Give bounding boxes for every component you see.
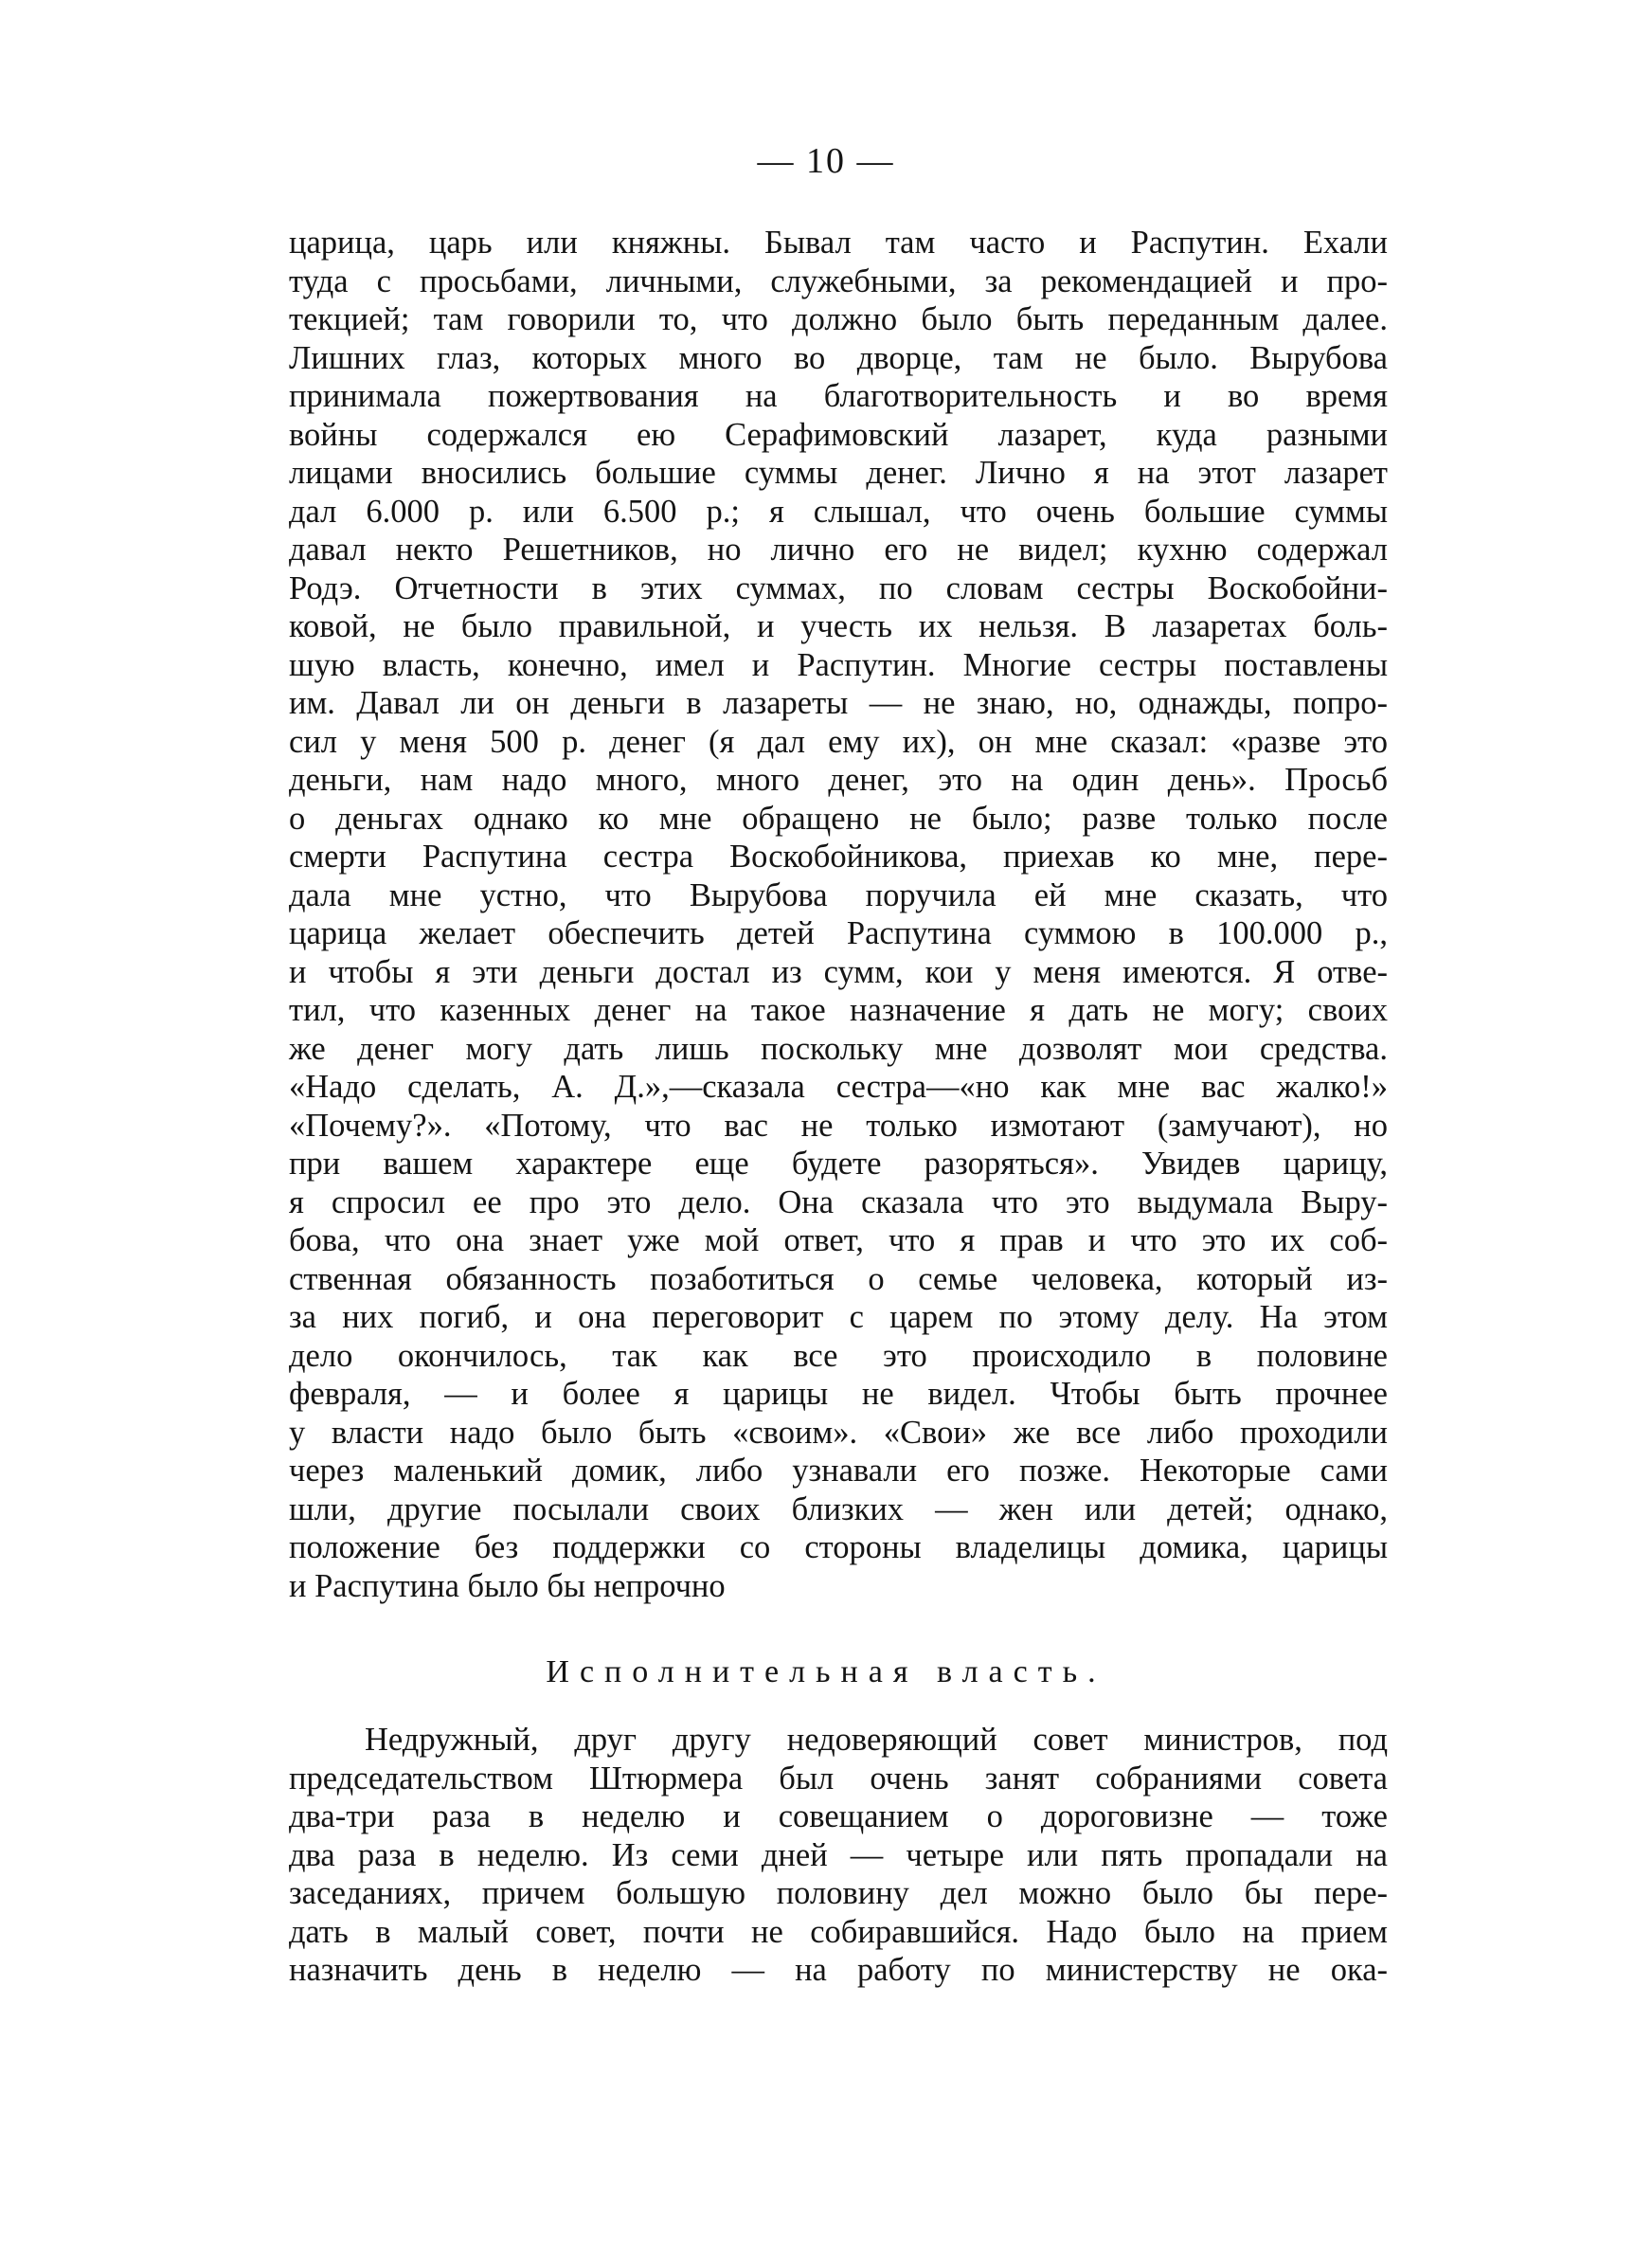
- text-line: ственная обязанность позаботиться о семье человека, который из-: [289, 1260, 1388, 1297]
- text-line: дал 6.000 р. или 6.500 р.; я слышал, что очень большие суммы: [289, 493, 1388, 530]
- text-line: при вашем характере еще будете разоряться». Увидев царицу,: [289, 1146, 1388, 1182]
- text-line: Лишних глаз, которых много во дворце, там не было. Вырубова: [289, 339, 1388, 376]
- page-number: — 10 —: [757, 141, 895, 181]
- text-line: тил, что казенных денег на такое назначение я дать не могу; своих: [289, 992, 1388, 1028]
- text-line: дать в малый совет, почти не собиравшийся. Надо было на прием: [289, 1913, 1388, 1950]
- text-line: принимала пожертвования на благотворительность и во время: [289, 378, 1388, 414]
- text-line: деньги, нам надо много, много денег, это на один день». Просьб: [289, 762, 1388, 798]
- text-line: смерти Распутина сестра Воскобойникова, приехав ко мне, пере-: [289, 839, 1388, 875]
- text-line: о деньгах однако ко мне обращено не было; разве только после: [289, 800, 1388, 837]
- text-line: давал некто Решетников, но лично его не видел; кухню содержал: [289, 532, 1388, 568]
- text-line: и Распутина было бы непрочно: [289, 1567, 726, 1604]
- text-line: сил у меня 500 р. денег (я дал ему их), он мне сказал: «разве это: [289, 723, 1388, 760]
- text-line: туда с просьбами, личными, служебными, за рекомендацией и про-: [289, 262, 1388, 299]
- text-line: я спросил ее про это дело. Она сказала что это выдумала Выру-: [289, 1183, 1388, 1220]
- paragraph-1: [289, 224, 1388, 1605]
- text-line: им. Давал ли он деньги в лазареты — не знаю, но, однажды, попро-: [289, 685, 1388, 721]
- text-line: два-три раза в неделю и совещанием о дороговизне — тоже: [289, 1798, 1388, 1834]
- text-line: царица, царь или княжны. Бывал там часто и Распутин. Ехали: [289, 225, 1388, 261]
- text-line: Родэ. Отчетности в этих суммах, по словам сестры Воскобойни-: [289, 569, 1388, 606]
- text-line: же денег могу дать лишь поскольку мне дозволят мои средства.: [289, 1030, 1388, 1067]
- text-line: назначить день в неделю — на работу по министерству не ока-: [289, 1952, 1388, 1988]
- text-line: и чтобы я эти деньги достал из сумм, кои у меня имеются. Я отве-: [289, 953, 1388, 990]
- text-line: царица желает обеспечить детей Распутина суммою в 100.000 р.,: [289, 915, 1388, 951]
- text-line: бова, что она знает уже мой ответ, что я прав и что это их соб-: [289, 1222, 1388, 1258]
- text-line: заседаниях, причем большую половину дел можно было бы пере-: [289, 1875, 1388, 1911]
- text-line: председательством Штюрмера был очень занят собраниями совета: [289, 1760, 1388, 1797]
- text-line: дала мне устно, что Вырубова поручила ей мне сказать, что: [289, 876, 1388, 913]
- text-line: ковой, не было правильной, и учесть их нельзя. В лазаретах боль-: [289, 608, 1388, 644]
- text-line: дело окончилось, так как все это происходило в половине: [289, 1337, 1388, 1374]
- text-line: «Надо сделать, А. Д.»,—сказала сестра—«но как мне вас жалко!»: [289, 1069, 1388, 1105]
- text-line: февраля, — и более я царицы не видел. Чтобы быть прочнее: [289, 1376, 1388, 1412]
- text-line: войны содержался ею Серафимовский лазарет, куда разными: [289, 416, 1388, 453]
- text-line: положение без поддержки со стороны владелицы домика, царицы: [289, 1529, 1388, 1565]
- text-line: шую власть, конечно, имел и Распутин. Многие сестры поставлены: [289, 646, 1388, 683]
- text-line: у власти надо было быть «своим». «Свои» же все либо проходили: [289, 1414, 1388, 1451]
- text-line: «Почему?». «Потому, что вас не только измотают (замучают), но: [289, 1107, 1388, 1144]
- text-line: через маленький домик, либо узнавали его позже. Некоторые сами: [289, 1453, 1388, 1489]
- section-heading: Исполнительная власть.: [546, 1654, 1106, 1689]
- text-line: лицами вносились большие суммы денег. Лично я на этот лазарет: [289, 455, 1388, 491]
- text-line: Недружный, друг другу недоверяющий совет министров, под: [365, 1722, 1388, 1758]
- text-line: текцией; там говорили то, что должно было быть переданным далее.: [289, 301, 1388, 337]
- text-line: за них погиб, и она переговорит с царем по этому делу. На этом: [289, 1299, 1388, 1335]
- text-line: шли, другие посылали своих близких — жен или детей; однако,: [289, 1490, 1388, 1527]
- text-line: два раза в неделю. Из семи дней — четыре или пять пропадали на: [289, 1836, 1388, 1873]
- paragraph-2: [289, 1721, 1388, 1990]
